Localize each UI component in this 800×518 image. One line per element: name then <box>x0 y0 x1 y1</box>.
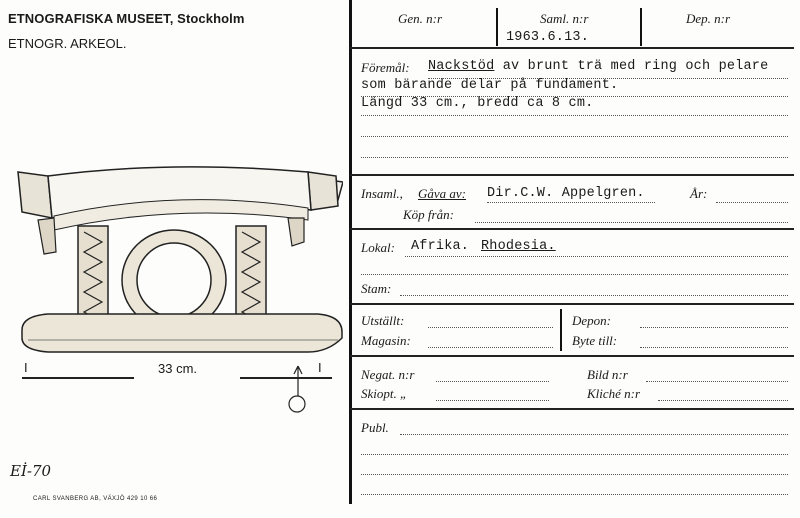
section-rule <box>350 174 794 176</box>
fill-line <box>361 474 788 475</box>
section-rule <box>350 303 794 305</box>
skiopt-label: Skiopt. „ <box>361 386 408 401</box>
fill-line <box>487 202 655 203</box>
punch-hole-marker-icon <box>284 364 314 416</box>
foremal-label: Föremål: <box>361 60 410 75</box>
fill-line <box>640 347 788 348</box>
fill-line <box>658 400 788 401</box>
foremal-keyword: Nackstöd <box>428 59 495 74</box>
utstallt-label: Utställt: <box>361 313 405 328</box>
foremal-line-2: som bärande delar på fundament. <box>361 78 619 93</box>
fill-line <box>361 274 788 275</box>
printer-imprint: CARL SVANBERG AB, VÄXJÖ 429 10 66 <box>33 496 158 502</box>
foremal-line-1 <box>428 59 768 74</box>
fill-line <box>640 327 788 328</box>
bild-label: Bild n:r <box>587 367 628 382</box>
byte-till-label: Byte till: <box>572 333 618 348</box>
museum-name: ETNOGRAFISKA MUSEET, Stockholm <box>8 11 245 26</box>
dep-nr-label: Dep. n:r <box>686 11 731 26</box>
section-rule <box>350 408 794 410</box>
header-divider-1 <box>496 8 498 46</box>
fill-line <box>405 256 788 257</box>
fill-line <box>428 347 553 348</box>
depon-label: Depon: <box>572 313 611 328</box>
lokal-value-a: Afrika. <box>411 239 470 254</box>
header-bottom-rule <box>350 47 794 49</box>
fill-line <box>361 136 788 137</box>
scale-mark-right: I <box>318 360 322 375</box>
section-rule <box>350 355 794 357</box>
publ-label: Publ. <box>361 420 389 435</box>
foremal-line-3: Längd 33 cm., bredd ca 8 cm. <box>361 96 594 111</box>
ar-label: År: <box>690 186 708 201</box>
headrest-illustration <box>8 160 343 360</box>
section-rule <box>350 228 794 230</box>
fill-line <box>646 381 788 382</box>
fill-line <box>475 222 788 223</box>
negat-label: Negat. n:r <box>361 367 415 382</box>
foremal-line-1-rest: av brunt trä med ring och pelare <box>502 59 769 74</box>
fill-line <box>716 202 788 203</box>
magasin-label: Magasin: <box>361 333 411 348</box>
kliche-label: Kliché n:r <box>587 386 641 401</box>
scale-line-left <box>22 377 134 379</box>
card-left-border <box>349 0 352 504</box>
fill-line <box>361 115 788 116</box>
department-label: ETNOGR. ARKEOL. <box>8 36 127 51</box>
fill-line <box>436 400 549 401</box>
header-divider-2 <box>640 8 642 46</box>
fill-line <box>361 454 788 455</box>
scale-mark-left: I <box>24 360 28 375</box>
stam-label: Stam: <box>361 281 392 296</box>
storage-divider <box>560 309 562 351</box>
handwritten-note: Eİ-70 <box>10 462 52 480</box>
lokal-label: Lokal: <box>361 240 395 255</box>
fill-line <box>428 327 553 328</box>
fill-line <box>436 381 549 382</box>
lokal-value-b: Rhodesia. <box>481 239 556 254</box>
fill-line <box>361 157 788 158</box>
fill-line <box>400 434 788 435</box>
gen-nr-label: Gen. n:r <box>398 11 443 26</box>
saml-nr-label: Saml. n:r <box>540 11 589 26</box>
fill-line <box>400 295 788 296</box>
dimension-label: 33 cm. <box>158 361 198 376</box>
saml-nr-value: 1963.6.13. <box>506 30 590 45</box>
fill-line <box>361 494 788 495</box>
kop-fran-label: Köp från: <box>403 207 454 222</box>
insaml-label: Insaml., <box>361 186 403 201</box>
gava-label: Gåva av: <box>418 186 467 201</box>
donor-value: Dir.C.W. Appelgren. <box>487 186 645 201</box>
